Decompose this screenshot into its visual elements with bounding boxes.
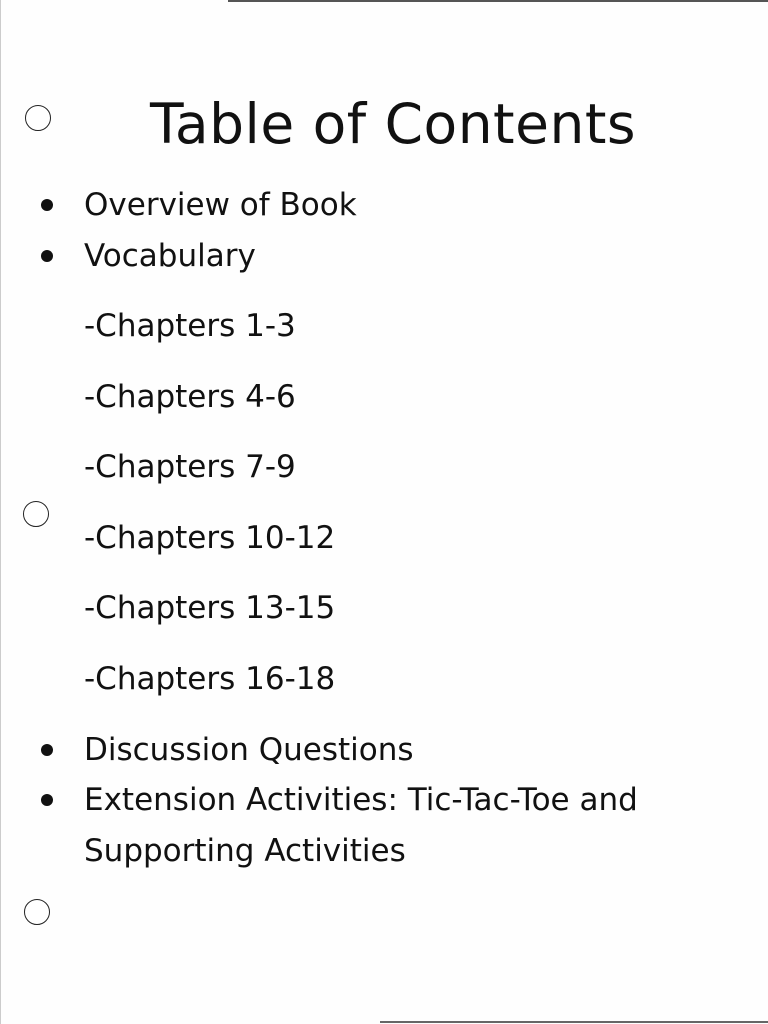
list-item-label: Overview of Book [84,187,357,223]
sub-item-chapters: -Chapters 7-9 [84,449,296,485]
list-item-label: Extension Activities: Tic-Tac-Toe and [84,782,638,818]
list-item-discussion [84,725,414,775]
sub-item-chapters: -Chapters 16-18 [84,661,336,697]
bullet-icon [41,199,53,211]
list-item-extension [84,775,638,825]
bullet-icon [41,744,53,756]
sub-item-chapters: -Chapters 1-3 [84,308,296,344]
list-item-vocabulary [84,231,256,281]
binder-hole-middle-icon [23,501,49,527]
page-title: Table of Contents [149,92,637,156]
list-item-overview [84,180,357,230]
bullet-icon [41,250,53,262]
bullet-icon [41,794,53,806]
scan-edge-bottom [380,1021,768,1023]
sub-item-chapters: -Chapters 4-6 [84,379,296,415]
list-item-extension-continuation: Supporting Activities [84,833,406,869]
binder-hole-bottom-icon [24,899,50,925]
list-item-label: Vocabulary [84,238,256,274]
scan-edge-top [228,0,768,2]
list-item-label: Discussion Questions [84,732,414,768]
sub-item-chapters: -Chapters 13-15 [84,590,336,626]
sub-item-chapters: -Chapters 10-12 [84,520,336,556]
